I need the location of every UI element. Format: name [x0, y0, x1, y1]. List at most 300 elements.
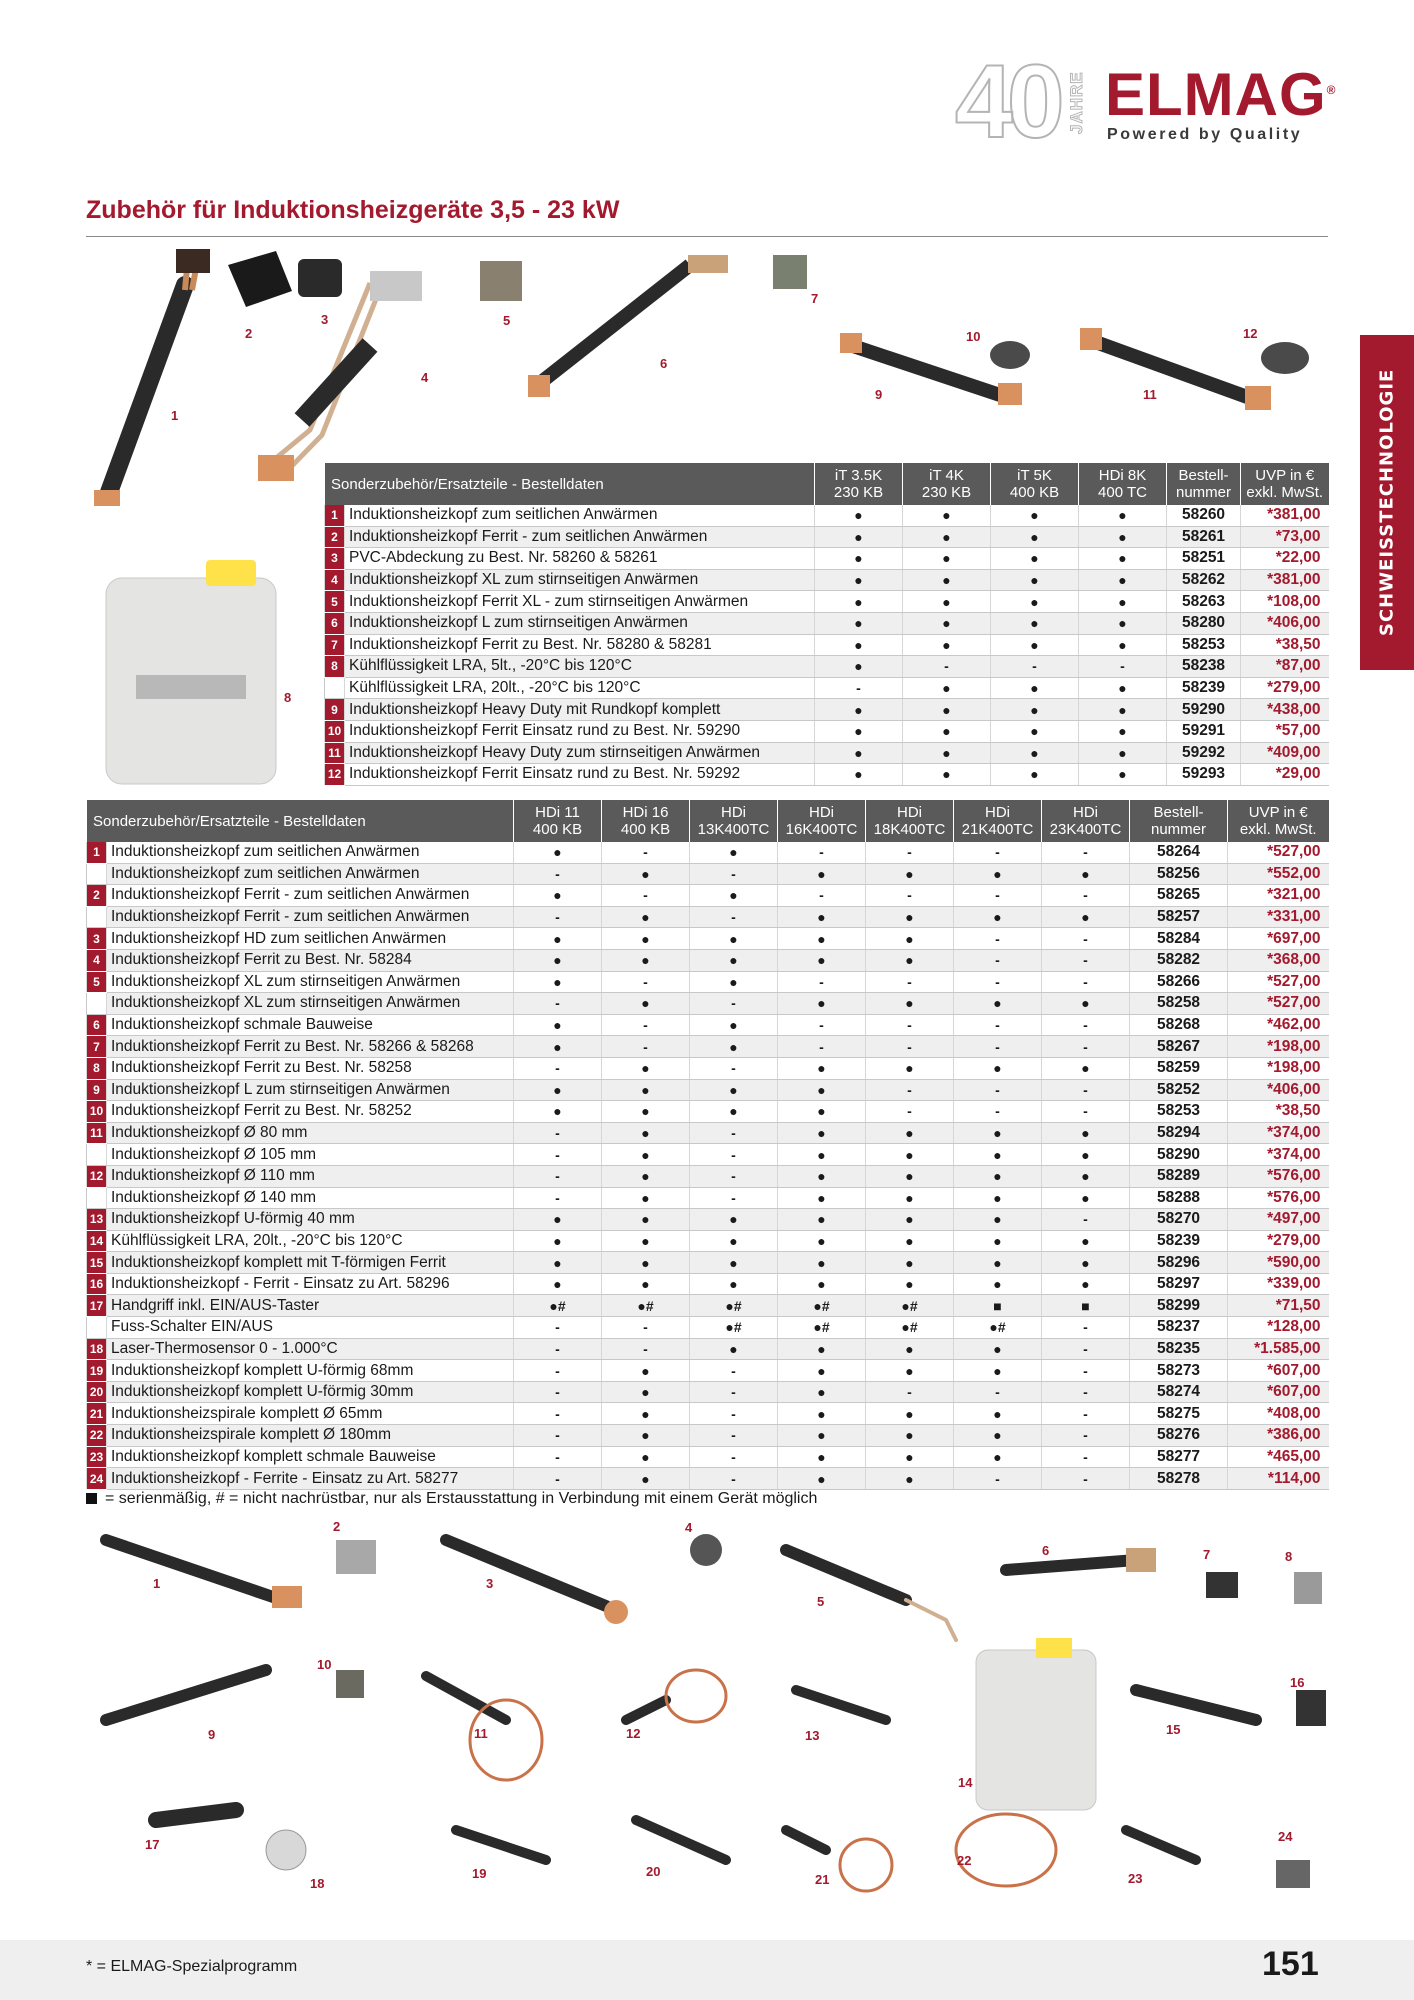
table-row	[87, 1468, 1329, 1490]
header-col-order-number-l2: nummer	[1151, 821, 1207, 838]
compat-mark: ●	[602, 1446, 690, 1468]
label-top-6: 6	[660, 356, 668, 371]
row-price: *590,00	[1228, 1252, 1329, 1274]
compat-mark: ●	[1079, 720, 1167, 742]
compat-mark: -	[1042, 1101, 1130, 1123]
compat-mark: ●	[602, 1252, 690, 1274]
compat-mark: ●	[866, 1446, 954, 1468]
label-bottom-18: 18	[310, 1876, 325, 1891]
row-description: Induktionsheizkopf komplett U-förmig 68mm	[107, 1360, 514, 1382]
table-row	[87, 1360, 1329, 1382]
compat-mark: ●	[991, 764, 1079, 786]
label-bottom-15: 15	[1166, 1722, 1181, 1737]
row-description: Induktionsheizkopf HD zum seitlichen Anwärmen	[107, 928, 514, 950]
row-price: *57,00	[1241, 720, 1329, 742]
order-table-it	[324, 463, 1329, 786]
label-top-12: 12	[1243, 326, 1258, 341]
table-row	[87, 1014, 1329, 1036]
row-price: *576,00	[1228, 1187, 1329, 1209]
compat-mark: ●	[602, 863, 690, 885]
compat-mark: ●	[778, 1360, 866, 1382]
label-bottom-17: 17	[145, 1837, 160, 1852]
row-number-badge: 2	[87, 885, 107, 907]
label-bottom-23: 23	[1128, 1871, 1143, 1886]
compat-mark: ●#	[514, 1295, 602, 1317]
row-price: *497,00	[1228, 1209, 1329, 1231]
header-col-hdi16	[602, 800, 690, 842]
header-col-price-l1: UVP in €	[1248, 804, 1308, 821]
compat-mark: ●	[1042, 906, 1130, 928]
row-price: *438,00	[1241, 699, 1329, 721]
brand-name	[1105, 54, 1337, 131]
row-description: Induktionsheizkopf Ferrit - zum seitlichen Anwärmen	[107, 906, 514, 928]
page-title: Zubehör für Induktionsheizgeräte 3,5 - 23 kW	[86, 196, 620, 224]
compat-mark: ●	[1042, 1057, 1130, 1079]
compat-mark: ●#	[690, 1295, 778, 1317]
row-description: Induktionsheizspirale komplett Ø 180mm	[107, 1425, 514, 1447]
compat-mark: ●#	[778, 1317, 866, 1339]
compat-mark: ●	[954, 1403, 1042, 1425]
compat-mark: -	[1042, 1338, 1130, 1360]
row-description: Induktionsheizkopf zum seitlichen Anwärmen	[107, 863, 514, 885]
row-description: Induktionsheizkopf Ferrit zu Best. Nr. 58280 & 58281	[345, 634, 815, 656]
compat-mark: ●	[778, 1122, 866, 1144]
row-price: *409,00	[1241, 742, 1329, 764]
compat-mark: -	[602, 971, 690, 993]
row-description: Induktionsheizkopf XL zum stirnseitigen Anwärmen	[107, 971, 514, 993]
row-price: *73,00	[1241, 526, 1329, 548]
compat-mark: ●	[778, 993, 866, 1015]
row-price: *374,00	[1228, 1144, 1329, 1166]
row-description: PVC-Abdeckung zu Best. Nr. 58260 & 58261	[345, 548, 815, 570]
compat-mark: ●	[778, 863, 866, 885]
compat-mark: ●	[602, 949, 690, 971]
row-number-badge: 4	[87, 949, 107, 971]
row-description: Laser-Thermosensor 0 - 1.000°C	[107, 1338, 514, 1360]
product-3-cover-illustration	[298, 259, 342, 297]
compat-mark: ●	[954, 906, 1042, 928]
table-row	[325, 720, 1329, 742]
compat-mark: ●	[602, 993, 690, 1015]
row-order-number: 58266	[1130, 971, 1228, 993]
compat-mark: ●	[866, 1252, 954, 1274]
compat-mark: -	[954, 1079, 1042, 1101]
label-bottom-2: 2	[333, 1519, 341, 1534]
compat-mark: ●	[690, 971, 778, 993]
row-price: *374,00	[1228, 1122, 1329, 1144]
label-bottom-8: 8	[1285, 1549, 1293, 1564]
table-row	[325, 569, 1329, 591]
header-col-price-l2: exkl. MwSt.	[1239, 821, 1317, 838]
compat-mark: -	[815, 677, 903, 699]
row-order-number: 59290	[1167, 699, 1241, 721]
compat-mark: ●	[903, 699, 991, 721]
row-price: *38,50	[1228, 1101, 1329, 1123]
table-row	[87, 885, 1329, 907]
header-col-it5k	[991, 463, 1079, 505]
compat-mark: -	[690, 1381, 778, 1403]
compat-mark: ●	[778, 1144, 866, 1166]
compat-mark: -	[1042, 928, 1130, 950]
compat-mark: -	[514, 1403, 602, 1425]
row-price: *279,00	[1241, 677, 1329, 699]
compat-mark: ●	[903, 634, 991, 656]
compat-mark: -	[954, 1036, 1042, 1058]
compat-mark: -	[514, 1381, 602, 1403]
compat-mark: -	[903, 656, 991, 678]
row-order-number: 58253	[1167, 634, 1241, 656]
header-col-it35k-type: 230 KB	[833, 484, 884, 501]
compat-mark: ●	[991, 720, 1079, 742]
compat-mark: -	[778, 842, 866, 863]
row-price: *128,00	[1228, 1317, 1329, 1339]
compat-mark: -	[1042, 885, 1130, 907]
row-number-badge: 9	[325, 699, 345, 721]
compat-mark: ●	[903, 720, 991, 742]
row-number-badge: 3	[87, 928, 107, 950]
label-top-10: 10	[966, 329, 981, 344]
anniversary-number: 40	[955, 44, 1059, 160]
header-col-hdi16-type: 400 KB	[620, 821, 671, 838]
table-row	[325, 677, 1329, 699]
compat-mark: ●	[954, 1230, 1042, 1252]
compat-mark: -	[690, 1165, 778, 1187]
row-number-badge: 22	[87, 1425, 107, 1447]
table-row	[325, 505, 1329, 526]
row-price: *87,00	[1241, 656, 1329, 678]
table-row	[87, 863, 1329, 885]
row-description: Fuss-Schalter EIN/AUS	[107, 1317, 514, 1339]
row-price: *198,00	[1228, 1036, 1329, 1058]
row-price: *607,00	[1228, 1360, 1329, 1382]
row-number-badge: 2	[325, 526, 345, 548]
label-bottom-19: 19	[472, 1866, 487, 1881]
compat-mark: -	[954, 1468, 1042, 1490]
compat-mark: ●	[866, 1403, 954, 1425]
compat-mark: ●	[866, 993, 954, 1015]
compat-mark: -	[1042, 842, 1130, 863]
row-price: *381,00	[1241, 569, 1329, 591]
header-col-it5k-model: iT 5K	[1017, 467, 1052, 484]
compat-mark: ●	[514, 842, 602, 863]
compat-mark: ●	[954, 1122, 1042, 1144]
compat-mark: ●	[778, 1187, 866, 1209]
compat-mark: ●	[514, 1252, 602, 1274]
header-col-order-number	[1130, 800, 1228, 842]
order-table-it-header	[325, 463, 1329, 505]
row-number-badge: 19	[87, 1360, 107, 1382]
row-description: Induktionsheizkopf XL zum stirnseitigen Anwärmen	[107, 993, 514, 1015]
compat-mark: ●	[866, 863, 954, 885]
row-description: Induktionsheizkopf Heavy Duty mit Rundkopf komplett	[345, 699, 815, 721]
compat-mark: ●	[778, 1273, 866, 1295]
compat-mark: ●	[954, 1425, 1042, 1447]
compat-mark: -	[690, 1403, 778, 1425]
compat-mark: ●	[514, 949, 602, 971]
row-order-number: 58256	[1130, 863, 1228, 885]
compat-mark: -	[866, 971, 954, 993]
table-legend	[86, 1490, 817, 1508]
row-number-badge: 4	[325, 569, 345, 591]
compat-mark: ●	[954, 1338, 1042, 1360]
compat-mark: -	[514, 1338, 602, 1360]
compat-mark: ●	[690, 928, 778, 950]
compat-mark: ●	[866, 949, 954, 971]
row-number-badge: 5	[325, 591, 345, 613]
row-order-number: 58237	[1130, 1317, 1228, 1339]
compat-mark: ●	[991, 612, 1079, 634]
compat-mark: ●	[778, 906, 866, 928]
compat-mark: ●	[903, 764, 991, 786]
compat-mark: -	[514, 1425, 602, 1447]
compat-mark: ●	[991, 526, 1079, 548]
compat-mark: ●	[1042, 1273, 1130, 1295]
row-description: Induktionsheizkopf schmale Bauweise	[107, 1014, 514, 1036]
row-order-number: 58267	[1130, 1036, 1228, 1058]
compat-mark: -	[514, 1187, 602, 1209]
compat-mark: ●	[991, 699, 1079, 721]
row-price: *108,00	[1241, 591, 1329, 613]
row-description: Induktionsheizkopf Ø 80 mm	[107, 1122, 514, 1144]
compat-mark: ●	[866, 1425, 954, 1447]
compat-mark: -	[866, 1036, 954, 1058]
compat-mark: ●	[954, 1446, 1042, 1468]
row-order-number: 58239	[1167, 677, 1241, 699]
header-col-hdi21k-model: HDi	[985, 804, 1011, 821]
compat-mark: -	[954, 885, 1042, 907]
header-col-order-number	[1167, 463, 1241, 505]
row-number-badge	[87, 993, 107, 1015]
row-description: Induktionsheizkopf XL zum stirnseitigen Anwärmen	[345, 569, 815, 591]
compat-mark: ●	[1079, 569, 1167, 591]
row-price: *607,00	[1228, 1381, 1329, 1403]
row-description: Handgriff inkl. EIN/AUS-Taster	[107, 1295, 514, 1317]
header-col-hdi13k	[690, 800, 778, 842]
row-number-badge: 17	[87, 1295, 107, 1317]
compat-mark: ●	[1042, 863, 1130, 885]
header-col-it4k-model: iT 4K	[929, 467, 964, 484]
label-bottom-22: 22	[957, 1853, 972, 1868]
header-col-order-number-l1: Bestell-	[1178, 467, 1229, 484]
header-col-hdi11	[514, 800, 602, 842]
compat-mark: ●	[991, 569, 1079, 591]
row-order-number: 58280	[1167, 612, 1241, 634]
row-price: *697,00	[1228, 928, 1329, 950]
compat-mark: ●	[815, 656, 903, 678]
compat-mark: -	[690, 906, 778, 928]
label-bottom-21: 21	[815, 1872, 830, 1887]
compat-mark: ●	[778, 1209, 866, 1231]
compat-mark: ●	[690, 1101, 778, 1123]
header-col-hdi16k-type: 16K400TC	[785, 821, 858, 838]
compat-mark: -	[954, 971, 1042, 993]
table-row	[325, 764, 1329, 786]
compat-mark: ●	[866, 1165, 954, 1187]
compat-mark: ●	[815, 612, 903, 634]
row-number-badge: 9	[87, 1079, 107, 1101]
compat-mark: ●	[514, 1230, 602, 1252]
compat-mark: ●	[778, 1101, 866, 1123]
compat-mark: -	[778, 885, 866, 907]
table-row	[87, 1187, 1329, 1209]
product-5-ferrite-illustration	[480, 261, 522, 301]
row-order-number: 59291	[1167, 720, 1241, 742]
compat-mark: ●	[514, 1273, 602, 1295]
compat-mark: -	[1042, 1036, 1130, 1058]
compat-mark: -	[1042, 949, 1130, 971]
row-number-badge: 8	[325, 656, 345, 678]
row-order-number: 58261	[1167, 526, 1241, 548]
compat-mark: ●	[1042, 1252, 1130, 1274]
header-col-order-number-l2: nummer	[1176, 484, 1232, 501]
standard-equipment-square-icon	[86, 1493, 97, 1504]
row-order-number: 58270	[1130, 1209, 1228, 1231]
row-order-number: 58297	[1130, 1273, 1228, 1295]
label-bottom-7: 7	[1203, 1547, 1211, 1562]
row-description: Induktionsheizkopf Ferrit zu Best. Nr. 58252	[107, 1101, 514, 1123]
compat-mark: ●	[1079, 699, 1167, 721]
compat-mark: -	[514, 906, 602, 928]
compat-mark: ●	[815, 569, 903, 591]
compat-mark: ●	[954, 1209, 1042, 1231]
label-bottom-14: 14	[958, 1775, 973, 1790]
row-number-badge: 10	[325, 720, 345, 742]
table-row	[87, 1317, 1329, 1339]
compat-mark: -	[954, 928, 1042, 950]
compat-mark: ●	[602, 1273, 690, 1295]
compat-mark: -	[1042, 971, 1130, 993]
row-number-badge: 3	[325, 548, 345, 570]
product-10-ferrite-illustration	[990, 341, 1030, 369]
label-bottom-24: 24	[1278, 1829, 1293, 1844]
row-price: *406,00	[1241, 612, 1329, 634]
compat-mark: ●	[602, 1403, 690, 1425]
compat-mark: ●	[866, 1338, 954, 1360]
compat-mark: ●	[903, 548, 991, 570]
compat-mark: ●	[954, 1252, 1042, 1274]
compat-mark: ●	[1079, 612, 1167, 634]
row-order-number: 58290	[1130, 1144, 1228, 1166]
row-description: Induktionsheizkopf Heavy Duty zum stirnseitigen Anwärmen	[345, 742, 815, 764]
header-col-price-l1: UVP in €	[1255, 467, 1315, 484]
table-row	[325, 526, 1329, 548]
compat-mark: -	[866, 1079, 954, 1101]
header-col-price	[1241, 463, 1329, 505]
compat-mark: ●	[815, 742, 903, 764]
section-side-tab	[1360, 335, 1414, 670]
row-order-number: 58260	[1167, 505, 1241, 526]
compat-mark: ●	[903, 612, 991, 634]
table-row	[87, 1295, 1329, 1317]
row-description: Induktionsheizkopf Ferrit - zum seitlichen Anwärmen	[107, 885, 514, 907]
compat-mark: ●	[866, 1122, 954, 1144]
anniversary-word: JAHRE	[1067, 71, 1086, 135]
compat-mark: -	[602, 1014, 690, 1036]
row-number-badge	[87, 1144, 107, 1166]
compat-mark: -	[1042, 1209, 1130, 1231]
compat-mark: ●	[815, 720, 903, 742]
compat-mark: ●	[690, 1079, 778, 1101]
compat-mark: ●	[778, 1446, 866, 1468]
row-price: *321,00	[1228, 885, 1329, 907]
compat-mark: -	[514, 993, 602, 1015]
compat-mark: ●#	[690, 1317, 778, 1339]
compat-mark: -	[954, 1014, 1042, 1036]
compat-mark: ●	[954, 1057, 1042, 1079]
header-col-hdi18k-model: HDi	[897, 804, 923, 821]
table-row	[87, 949, 1329, 971]
row-price: *339,00	[1228, 1273, 1329, 1295]
row-order-number: 58257	[1130, 906, 1228, 928]
product-8-coolant-canister-illustration	[96, 560, 286, 790]
compat-mark: ●#	[778, 1295, 866, 1317]
compat-mark: ●#	[602, 1295, 690, 1317]
compat-mark: ●	[602, 1230, 690, 1252]
row-order-number: 58264	[1130, 842, 1228, 863]
row-description: Kühlflüssigkeit LRA, 20lt., -20°C bis 120°C	[107, 1230, 514, 1252]
compat-mark: -	[866, 1014, 954, 1036]
compat-mark: ●	[602, 1165, 690, 1187]
compat-mark: ●	[514, 1209, 602, 1231]
label-top-7: 7	[811, 291, 819, 306]
header-col-hdi16k	[778, 800, 866, 842]
compat-mark: ●	[602, 1187, 690, 1209]
compat-mark: -	[1042, 1425, 1130, 1447]
compat-mark: ●	[778, 1403, 866, 1425]
row-order-number: 59293	[1167, 764, 1241, 786]
row-price: *465,00	[1228, 1446, 1329, 1468]
row-price: *331,00	[1228, 906, 1329, 928]
label-bottom-6: 6	[1042, 1543, 1050, 1558]
compat-mark: ●	[866, 1360, 954, 1382]
compat-mark: ●	[954, 993, 1042, 1015]
registered-mark: ®	[1326, 83, 1337, 97]
compat-mark: ●	[690, 842, 778, 863]
compat-mark: ●	[991, 591, 1079, 613]
compat-mark: ●#	[954, 1317, 1042, 1339]
label-bottom-3: 3	[486, 1576, 494, 1591]
label-bottom-9: 9	[208, 1727, 216, 1742]
row-price: *368,00	[1228, 949, 1329, 971]
row-number-badge: 5	[87, 971, 107, 993]
table-row	[87, 1101, 1329, 1123]
header-lead: Sonderzubehör/Ersatzteile - Bestelldaten	[325, 463, 815, 505]
row-order-number: 58284	[1130, 928, 1228, 950]
compat-mark: ●	[1042, 1230, 1130, 1252]
row-order-number: 58268	[1130, 1014, 1228, 1036]
header-col-it4k-type: 230 KB	[921, 484, 972, 501]
compat-mark: ●	[1079, 526, 1167, 548]
compat-mark: -	[1042, 1360, 1130, 1382]
row-description: Kühlflüssigkeit LRA, 5lt., -20°C bis 120°C	[345, 656, 815, 678]
compat-mark: ●	[991, 548, 1079, 570]
table-row	[325, 634, 1329, 656]
compat-mark: -	[602, 1338, 690, 1360]
compat-mark: ●	[602, 1079, 690, 1101]
table-row	[87, 1403, 1329, 1425]
label-top-8: 8	[284, 690, 292, 705]
row-description: Induktionsheizkopf zum seitlichen Anwärmen	[345, 505, 815, 526]
compat-mark: ●	[1042, 993, 1130, 1015]
product-4-head-illustration	[258, 271, 422, 481]
header-lead: Sonderzubehör/Ersatzteile - Bestelldaten	[87, 800, 514, 842]
compat-mark: ●	[1042, 1187, 1130, 1209]
compat-mark: ●	[954, 1360, 1042, 1382]
bottom-product-illustrations	[86, 1520, 1346, 1920]
label-top-3: 3	[321, 312, 329, 327]
compat-mark: ●#	[866, 1295, 954, 1317]
compat-mark: ●	[602, 1144, 690, 1166]
